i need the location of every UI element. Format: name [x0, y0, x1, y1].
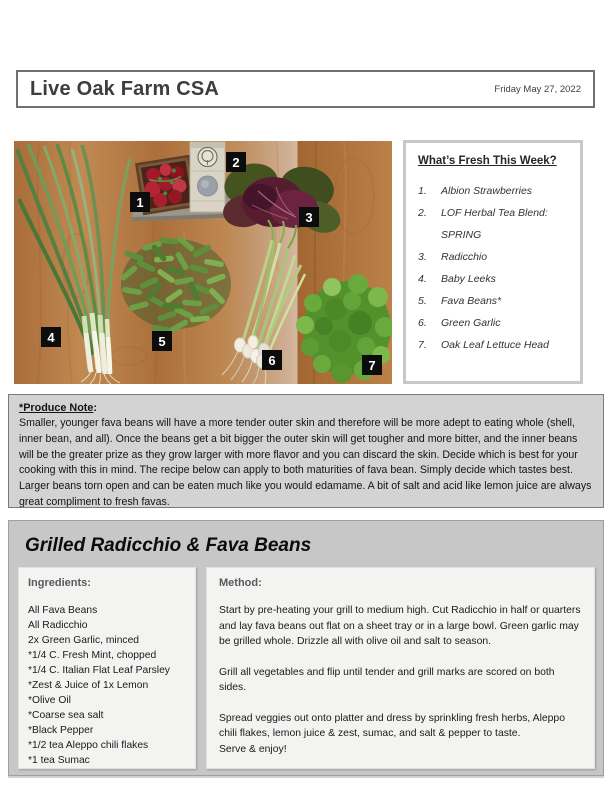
method-header: Method:: [219, 577, 262, 589]
photo-tag-7: 7: [362, 355, 382, 375]
fresh-item: Green Garlic: [441, 317, 501, 329]
photo-tag-1: 1: [130, 192, 150, 212]
tea-bag: [190, 142, 225, 212]
produce-note-colon: :: [93, 402, 98, 414]
produce-note-title-line: [19, 400, 593, 416]
whats-fresh-list: [418, 180, 572, 356]
recipe-section: [8, 520, 604, 776]
ingredient-line: 2x Green Garlic, minced: [28, 635, 140, 646]
photo-tag-4: 4: [41, 327, 61, 347]
ingredient-line: *Olive Oil: [28, 695, 71, 706]
ingredient-line: *Black Pepper: [28, 725, 94, 736]
fresh-item: Oak Leaf Lettuce Head: [441, 339, 549, 351]
ingredient-line: All Fava Beans: [28, 605, 98, 616]
method-step: Spread veggies out onto platter and dress by sprinkling fresh herbs, Aleppo chili flakes, lemon juice & zest, sumac, and salt & pepper to taste.: [219, 712, 565, 739]
produce-photo-illustration: [14, 141, 392, 384]
ingredient-line: *1/4 C. Italian Flat Leaf Parsley: [28, 665, 170, 676]
ingredient-line: *1 tea Sumac: [28, 755, 90, 766]
produce-photo: [14, 141, 392, 384]
photo-tag-3: 3: [299, 207, 319, 227]
ingredient-line: *Coarse sea salt: [28, 710, 104, 721]
fresh-item: LOF Herbal Tea Blend: SPRING: [441, 207, 548, 241]
produce-note-title: *Produce Note: [19, 402, 94, 414]
ingredient-line: *1/2 tea Aleppo chili flakes: [28, 740, 149, 751]
recipe-title: Grilled Radicchio & Fava Beans: [25, 535, 312, 556]
produce-note: [8, 394, 604, 508]
page-title: Live Oak Farm CSA: [30, 77, 220, 100]
produce-note-body: Smaller, younger fava beans will have a more tender outer skin and therefore will be more adept to eating whole (shell, inner bean, and all). Once the beans get a bit bigger the outer skin will get tougher and more bitter, and the inner beans will be the greater prize as they grow larger with more flavor and you can discard the skin. Decide which is best for your cooking with this in mind. The recipe below can apply to both maturities of fava bean. Simply decide which tastes best. Larger beans torn open and can be eaten much like you would edamame. A bit of salt and acid like lemon juice are always great compliment to fresh favas.: [19, 417, 592, 508]
method-step: Grill all vegetables and flip until tender and grill marks are scored on both sides.: [219, 666, 555, 693]
ingredient-line: *Zest & Juice of 1x Lemon: [28, 680, 149, 691]
photo-tag-2: 2: [226, 152, 246, 172]
fresh-item: Albion Strawberries: [441, 185, 533, 197]
ingredients-header: Ingredients:: [28, 577, 91, 589]
header: [16, 70, 595, 108]
header-date: Friday May 27, 2022: [494, 83, 581, 95]
ingredient-line: *1/4 C. Fresh Mint, chopped: [28, 650, 157, 661]
whats-fresh-panel: [403, 140, 583, 384]
fresh-item: Fava Beans*: [441, 295, 502, 307]
method-step: Start by pre-heating your grill to medium high. Cut Radicchio in half or quarters and lay fava beans out flat on a sheet tray or in a large bowl. Green garlic may be grilled whole. Drizzle all with olive oil and salt to season.: [219, 605, 581, 647]
whats-fresh-title: What’s Fresh This Week?: [418, 155, 557, 167]
ingredients-panel: [18, 567, 196, 769]
method-panel: [206, 567, 595, 769]
fresh-item: Radicchio: [441, 251, 488, 263]
photo-tag-6: 6: [262, 350, 282, 370]
method-step: Serve & enjoy!: [219, 743, 287, 755]
fresh-item: Baby Leeks: [441, 273, 496, 285]
ingredient-line: All Radicchio: [28, 620, 88, 631]
photo-tag-5: 5: [152, 331, 172, 351]
